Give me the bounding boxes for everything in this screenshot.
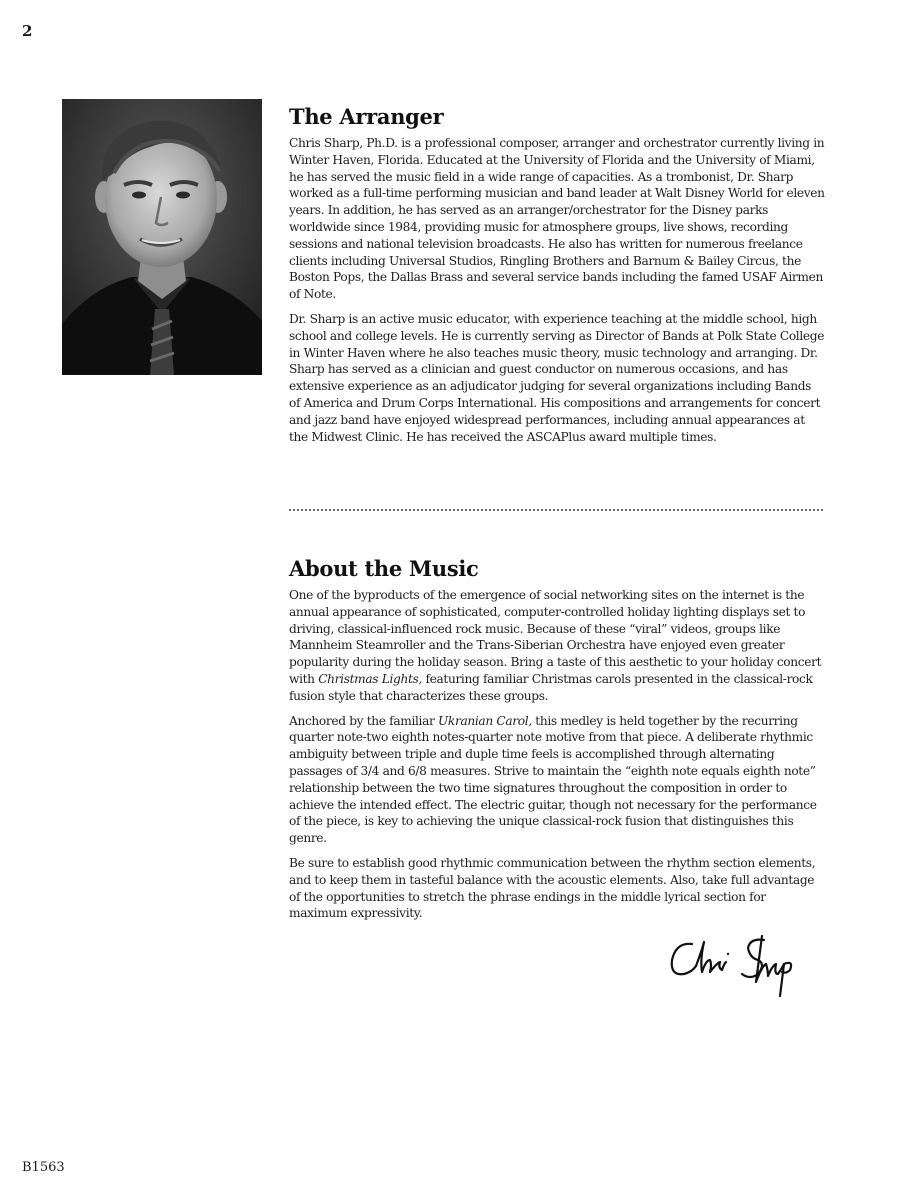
music-p1-text-before: One of the byproducts of the emergence of social networking sites on the internet is the annual appearance of sophisticated, computer-controlled holiday lighting displays set to driving, classical-influenced rock music. Because of these “viral” videos, groups like Mannheim Steamroller and the Trans-Siberian Orchestra have enjoyed even greater popularity during the holiday season. Bring a taste of this aesthetic to your holiday concert with: [289, 588, 822, 686]
arranger-paragraph-1: Chris Sharp, Ph.D. is a professional composer, arranger and orchestrator currently living in Winter Haven, Florida. Educated at the University of Florida and the University of Miami, he has served the music field in a wide range of capacities. As a trombonist, Dr. Sharp worked as a full-time performing musician and band leader at Walt Disney World for eleven years. In addition, he has served as an arranger/orchestrator for the Disney parks worldwide since 1984, providing music for atmosphere groups, live shows, recording sessions and national television broadcasts. He also has written for numerous freelance clients including Universal Studios, Ringling Brothers and Barnum & Bailey Circus, the Boston Pops, the Dallas Brass and several service bands including the famed USAF Airmen of Note.: [289, 136, 825, 302]
arranger-portrait-icon: [62, 99, 262, 375]
music-paragraph-3: Be sure to establish good rhythmic communication between the rhythm section elements, and to keep them in tasteful balance with the acoustic elements. Also, take full advantage of the opportunities to stretch the phrase endings in the middle lyrical section for maximum expressivity.: [289, 855, 816, 921]
arranger-paragraph-2: Dr. Sharp is an active music educator, with experience teaching at the middle school, high school and college levels. He is currently serving as Director of Bands at Polk State College in Winter Haven where he also teaches music theory, music technology and arranging. Dr. Sharp has served as a clinician and guest conductor on numerous occasions, and has extensive experience as an adjudicator judging for several organizations including Bands of America and Drum Corps International. His compositions and arrangements for concert and jazz band have enjoyed widespread performances, including annual appearances at the Midwest Clinic. He has received the ASCAPlus award multiple times.: [289, 311, 825, 444]
piece-title-christmas-lights: Christmas Lights,: [318, 671, 422, 686]
music-paragraph-2: [289, 713, 825, 847]
about-music-heading: About the Music: [289, 556, 479, 581]
music-p2-text-after: this medley is held together by the recurring quarter note-two eighth notes-quarter note motive from that piece. A deliberate rhythmic ambiguity between triple and duple time feels is accomplished through alternating passages of 3/4 and 6/8 measures. Strive to maintain the “eighth note equals eighth note” relationship between the two time signatures throughout the composition in order to achieve the intended effect. The electric guitar, though not necessary for the performance of the piece, is key to achieving the unique classical-rock fusion that distinguishes this genre.: [289, 713, 817, 846]
arranger-signature: [662, 930, 812, 1010]
signature-icon: [662, 930, 812, 1010]
music-p2-text-before: Anchored by the familiar: [289, 713, 439, 728]
music-paragraph-1: [289, 587, 825, 705]
arranger-portrait-photo: [62, 99, 262, 375]
about-music-section: [289, 556, 825, 930]
piece-title-ukranian-carol: Ukranian Carol,: [438, 713, 532, 728]
section-divider: [289, 509, 823, 511]
arranger-section: [289, 104, 825, 453]
music-p1-text-after: featuring familiar Christmas carols presented in the classical-rock fusion style that characterizes these groups.: [289, 671, 813, 703]
arranger-heading: The Arranger: [289, 104, 444, 129]
catalog-code: B1563: [22, 1160, 65, 1175]
page-number: 2: [22, 22, 33, 40]
